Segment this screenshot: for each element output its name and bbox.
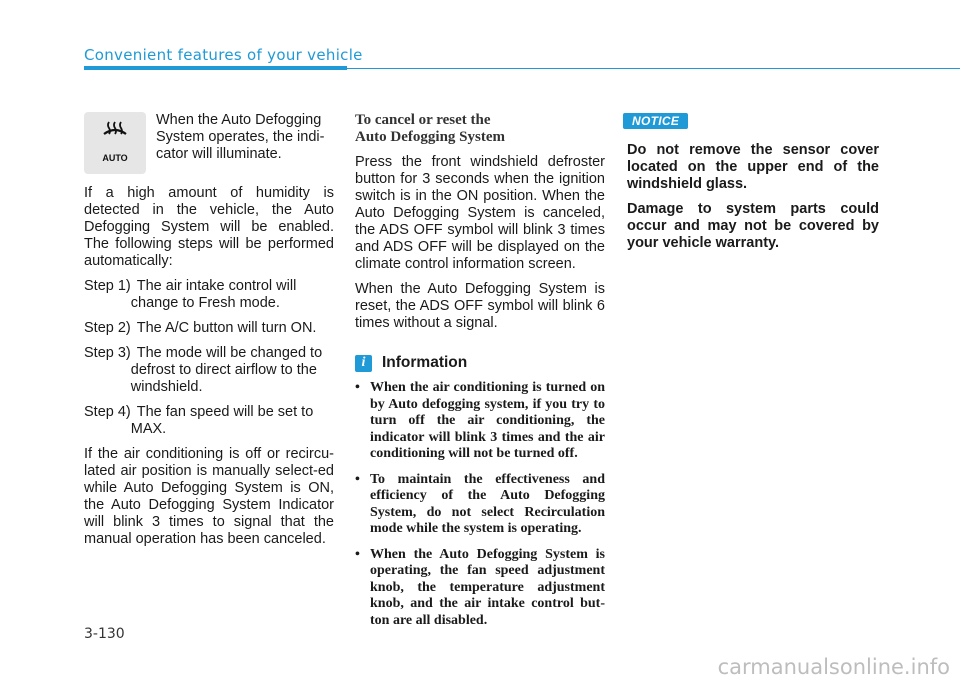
- notice-text-2: Damage to system parts could occur and may not be covered by your vehicle warranty.: [627, 201, 879, 251]
- list-item: • To maintain the effectiveness and efficiency of the Auto Defogging System, do not select Recirculation mode while the system is operating.: [355, 472, 605, 538]
- step-item: [84, 404, 334, 438]
- section-title: Convenient features of your vehicle: [84, 46, 363, 64]
- auto-defog-indicator-icon: [84, 112, 146, 174]
- notice-text-1: Do not remove the sensor cover located on the upper end of the windshield glass.: [627, 142, 879, 192]
- column-middle: [355, 112, 605, 638]
- notice-badge: NOTICE: [623, 113, 688, 129]
- step-item: [84, 278, 334, 312]
- information-icon: i: [355, 355, 372, 372]
- column-right: [627, 112, 879, 252]
- cancel-reset-heading: [355, 112, 605, 146]
- indicator-description: When the Auto Defogging System operates, the indi-cator will illuminate.: [156, 112, 325, 162]
- step-text-rest: MAX.: [130, 421, 167, 437]
- windshield-defrost-icon: [101, 120, 129, 150]
- step-text-rest: change to Fresh mode.: [130, 295, 280, 311]
- step-text-first: The A/C button will turn ON.: [136, 320, 317, 336]
- heading-line-2: Auto Defogging System: [355, 129, 505, 145]
- page-number: 3-130: [84, 626, 125, 642]
- step-item: [84, 320, 334, 337]
- icon-auto-label: AUTO: [102, 153, 128, 163]
- cancel-paragraph: Press the front windshield defroster button for 3 seconds when the ignition switch is in the ON position. When the Auto Defogging System is canceled, the ADS OFF symbol will blink 3 times and ADS OFF will be displayed on the climate control information screen.: [355, 154, 605, 272]
- header-accent-bar: [84, 66, 347, 70]
- step-item: [84, 345, 334, 396]
- heading-line-1: To cancel or reset the: [355, 112, 491, 128]
- step-text-first: The mode will be changed to: [136, 345, 323, 361]
- step-text-first: The air intake control will: [136, 278, 297, 294]
- step-number: Step 1): [84, 278, 131, 294]
- list-item: • When the air conditioning is turned on by Auto defogging system, if you try to turn off the air conditioning, the indicator will blink 3 times and the air conditioning will not be turned off.: [355, 380, 605, 463]
- reset-paragraph: When the Auto Defogging System is reset, the ADS OFF symbol will blink 6 times without a signal.: [355, 281, 605, 331]
- step-text-rest: defrost to direct airflow to the windshield.: [130, 362, 317, 395]
- information-title: Information: [382, 354, 468, 371]
- step-number: Step 2): [84, 320, 131, 336]
- list-item: • When the Auto Defogging System is operating, the fan speed adjustment knob, the temperature adjustment knob, and the air intake control but-ton are all disabled.: [355, 547, 605, 630]
- step-text-first: The fan speed will be set to: [136, 404, 314, 420]
- information-header: [355, 354, 605, 372]
- watermark: carmanualsonline.info: [717, 655, 950, 679]
- manual-operation-paragraph: If the air conditioning is off or recircu-lated air position is manually select-ed while Auto Defogging System is ON, the Auto Defogging System Indicator will blink 3 times to signal that the manual operation has been canceled.: [84, 446, 334, 547]
- step-number: Step 3): [84, 345, 131, 361]
- step-number: Step 4): [84, 404, 131, 420]
- column-left: [84, 112, 334, 548]
- humidity-paragraph: If a high amount of humidity is detected in the vehicle, the Auto Defogging System will be enabled. The following steps will be performed automatically:: [84, 185, 334, 269]
- information-list: [355, 380, 605, 629]
- header-rule: [347, 68, 960, 69]
